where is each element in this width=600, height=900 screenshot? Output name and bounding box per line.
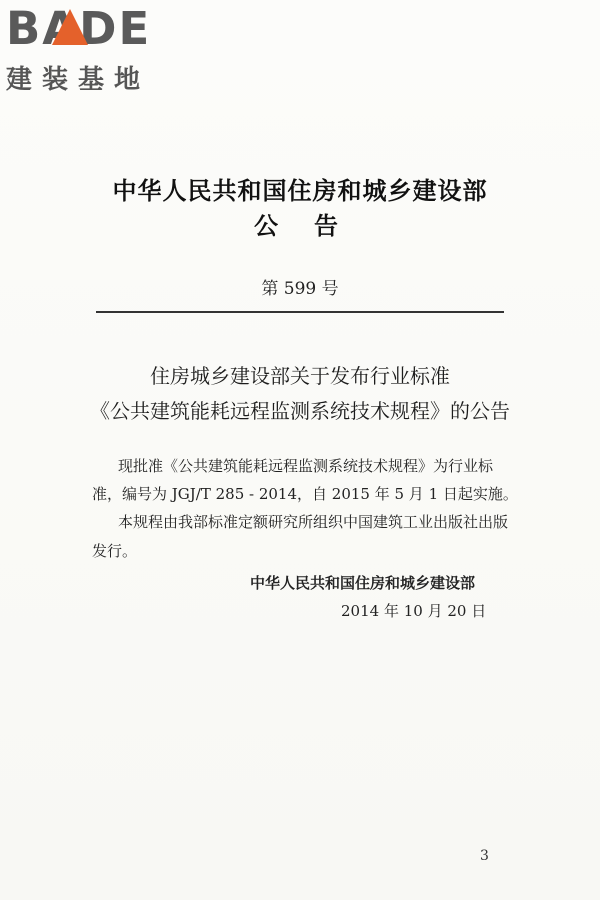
logo-tagline: 建装基地 [6,65,151,95]
logo-wordmark: BADE [6,2,152,55]
signature-date: 2014 年 10 月 20 日 [341,602,487,620]
announcement-title-line1: 住房城乡建设部关于发布行业标准 [150,364,450,388]
notice-number: 第 599 号 [261,279,339,299]
ministry-title: 中华人民共和国住房和城乡建设部 [112,176,488,205]
header-divider [96,311,504,313]
body-paragraph1-line1: 现批准《公共建筑能耗远程监测系统技术规程》为行业标 [118,457,494,475]
body-paragraph2-line1: 本规程由我部标准定额研究所组织中国建筑工业出版社出版 [118,513,509,531]
body-paragraph2-line2: 发行。 [92,542,138,560]
page-number: 3 [480,848,489,864]
notice-heading: 公告 [254,211,374,240]
bade-logo [6,4,176,94]
logo-triangle-icon [52,9,88,45]
body-paragraph1-line2: 准，编号为 JGJ/T 285 - 2014，自 2015 年 5 月 1 日起实施。 [92,485,518,503]
announcement-title-line2: 《公共建筑能耗远程监测系统技术规程》的公告 [90,399,510,423]
signature-organization: 中华人民共和国住房和城乡建设部 [250,574,476,592]
